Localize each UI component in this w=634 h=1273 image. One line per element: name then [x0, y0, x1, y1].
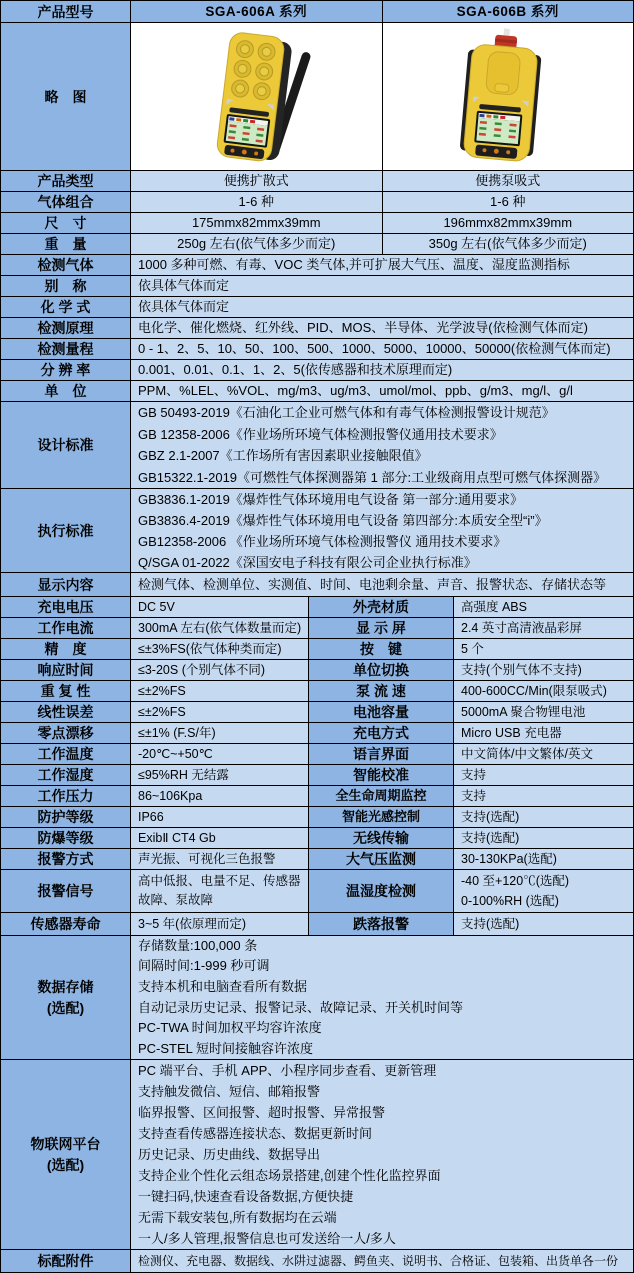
- spec-value: ≤±2%FS: [131, 702, 309, 723]
- spec-label: 重 复 性: [1, 681, 131, 702]
- header-product-model-label: 产品型号: [1, 1, 131, 23]
- spec-label: 别 称: [1, 276, 131, 297]
- spec-label: 报警信号: [1, 870, 131, 913]
- spec-value: 支持(个别气体不支持): [454, 660, 633, 681]
- spec-label: 全生命周期监控: [309, 786, 454, 807]
- spec-label-line: 数据存储: [37, 978, 94, 995]
- spec-value-a: 250g 左右(依气体多少而定): [131, 234, 383, 255]
- row-repeatability-pumpspeed: [1, 681, 633, 702]
- spec-label: 标配附件: [1, 1250, 131, 1272]
- spec-value: 高中低报、电量不足、传感器故障、泵故障: [131, 870, 309, 913]
- row-charge-voltage-shell: [1, 597, 633, 618]
- row-worktemp-language: [1, 744, 633, 765]
- spec-label: 单 位: [1, 381, 131, 402]
- row-detection-principle: [1, 318, 633, 339]
- row-alias: [1, 276, 633, 297]
- feature-line: 一键扫码,快速查看设备数据,方便快捷: [138, 1189, 354, 1205]
- row-gas-combination: [1, 192, 633, 213]
- row-product-type: [1, 171, 633, 192]
- row-sensorlife-dropalarm: [1, 913, 633, 936]
- standard-line: Q/SGA 01-2022《深国安电子科技有限公司企业执行标准》: [138, 554, 477, 570]
- feature-line: PC 端平台、手机 APP、小程序同步查看、更新管理: [138, 1062, 437, 1078]
- spec-label: 智能校准: [309, 765, 454, 786]
- spec-value: 0 - 1、2、5、10、50、100、500、1000、5000、10000、50000(依检测气体而定): [131, 339, 633, 360]
- feature-line: 无需下载安装包,所有数据均在云端: [138, 1210, 337, 1226]
- spec-value-a: 便携扩散式: [131, 171, 383, 192]
- row-current-display: [1, 618, 633, 639]
- spec-label: 化 学 式: [1, 297, 131, 318]
- spec-value: 86~106Kpa: [131, 786, 309, 807]
- spec-value: ≤95%RH 无结露: [131, 765, 309, 786]
- spec-value: DC 5V: [131, 597, 309, 618]
- standard-line: GB3836.1-2019《爆炸性气体环境用电气设备 第一部分:通用要求》: [138, 491, 524, 507]
- device-b-image: [383, 23, 634, 171]
- row-resolution: [1, 360, 633, 381]
- standard-line: GB15322.1-2019《可燃性气体探测器第 1 部分:工业级商用点型可燃气体探测器》: [138, 469, 607, 485]
- row-dimensions: [1, 213, 633, 234]
- spec-label: 大气压监测: [309, 849, 454, 870]
- spec-label: 精 度: [1, 639, 131, 660]
- spec-label: 尺 寸: [1, 213, 131, 234]
- sketch-row: [1, 23, 633, 171]
- feature-line: 支持触发微信、短信、邮箱报警: [138, 1083, 321, 1099]
- spec-label-line: (选配): [46, 1156, 85, 1173]
- spec-value: 3~5 年(依原理而定): [131, 913, 309, 936]
- spec-value: 支持(选配): [454, 828, 633, 849]
- feature-line: 自动记录历史记录、报警记录、故障记录、开关机时间等: [138, 999, 464, 1015]
- row-linearity-battery: [1, 702, 633, 723]
- spec-label: 无线传输: [309, 828, 454, 849]
- spec-label: 外壳材质: [309, 597, 454, 618]
- spec-label: 报警方式: [1, 849, 131, 870]
- feature-line: 历史记录、历史曲线、数据导出: [138, 1146, 321, 1162]
- spec-value: 400-600CC/Min(限泵吸式): [454, 681, 633, 702]
- spec-value-line: -40 至+120℃(选配): [461, 874, 570, 888]
- spec-value: 检测仪、充电器、数据线、水阱过滤器、鳄鱼夹、说明书、合格证、包装箱、出货单各一份: [131, 1250, 633, 1272]
- spec-label: 工作湿度: [1, 765, 131, 786]
- spec-label: 充电电压: [1, 597, 131, 618]
- spec-label: 检测原理: [1, 318, 131, 339]
- row-ip-lightsense: [1, 807, 633, 828]
- feature-line: 支持本机和电脑查看所有数据: [138, 978, 308, 994]
- feature-line: 支持企业个性化云组态场景搭建,创建个性化监控界面: [138, 1168, 441, 1184]
- spec-label: 温湿度检测: [309, 870, 454, 913]
- gas-detector-diffusion-illustration: [131, 23, 381, 170]
- feature-line: 存储数量:100,000 条: [138, 937, 258, 953]
- spec-label: 工作电流: [1, 618, 131, 639]
- row-detection-range: [1, 339, 633, 360]
- row-zerodrift-charging: [1, 723, 633, 744]
- spec-value-b: 便携泵吸式: [383, 171, 634, 192]
- spec-label: 执行标准: [1, 489, 131, 573]
- spec-label: [1, 936, 131, 1060]
- header-row: [1, 1, 633, 23]
- standard-line: GB3836.4-2019《爆炸性气体环境用电气设备 第四部分:本质安全型“i”》: [138, 512, 548, 528]
- row-explosionproof-wireless: [1, 828, 633, 849]
- spec-value: 0.001、0.01、0.1、1、2、5(依传感器和技术原理而定): [131, 360, 633, 381]
- spec-value: [131, 402, 633, 489]
- spec-value: 支持: [454, 765, 633, 786]
- spec-label: 工作温度: [1, 744, 131, 765]
- spec-label: 防护等级: [1, 807, 131, 828]
- feature-line: 一人/多人管理,报警信息也可发送给一人/多人: [138, 1231, 396, 1247]
- row-execution-standards: [1, 489, 633, 573]
- spec-label: 语言界面: [309, 744, 454, 765]
- spec-label: 显 示 屏: [309, 618, 454, 639]
- spec-value: 5 个: [454, 639, 633, 660]
- spec-label: 智能光感控制: [309, 807, 454, 828]
- header-series-a: SGA-606A 系列: [131, 1, 383, 23]
- row-accuracy-keys: [1, 639, 633, 660]
- spec-value: ≤±2%FS: [131, 681, 309, 702]
- spec-value: 依具体气体而定: [131, 297, 633, 318]
- spec-value: 声光振、可视化三色报警: [131, 849, 309, 870]
- row-units: [1, 381, 633, 402]
- spec-value-a: 175mmx82mmx39mm: [131, 213, 383, 234]
- spec-value: 高强度 ABS: [454, 597, 633, 618]
- spec-value: PPM、%LEL、%VOL、mg/m3、ug/m3、umol/mol、ppb、g/m3、mg/l、g/l: [131, 381, 633, 402]
- spec-value: [131, 489, 633, 573]
- feature-line: 临界报警、区间报警、超时报警、异常报警: [138, 1104, 386, 1120]
- spec-label: 检测气体: [1, 255, 131, 276]
- spec-value: [454, 870, 633, 913]
- spec-label: 工作压力: [1, 786, 131, 807]
- spec-label: 响应时间: [1, 660, 131, 681]
- standard-line: GB12358-2006 《作业场所环境气体检测报警仪 通用技术要求》: [138, 533, 507, 549]
- spec-label: 电池容量: [309, 702, 454, 723]
- spec-label: 按 键: [309, 639, 454, 660]
- row-pressure-lifecycle: [1, 786, 633, 807]
- row-response-unitswitch: [1, 660, 633, 681]
- spec-value: 300mA 左右(依气体数量而定): [131, 618, 309, 639]
- spec-value-b: 1-6 种: [383, 192, 634, 213]
- spec-label: 线性误差: [1, 702, 131, 723]
- standard-line: GB 50493-2019《石油化工企业可燃气体和有毒气体检测报警设计规范》: [138, 405, 555, 420]
- spec-value: 30-130KPa(选配): [454, 849, 633, 870]
- row-standard-accessories: [1, 1250, 633, 1272]
- spec-value: Micro USB 充电器: [454, 723, 633, 744]
- spec-value: -20℃~+50℃: [131, 744, 309, 765]
- gas-detector-pump-illustration: [383, 23, 633, 170]
- spec-value: 支持(选配): [454, 807, 633, 828]
- row-detected-gases: [1, 255, 633, 276]
- spec-value: [131, 1060, 633, 1250]
- spec-value-a: 1-6 种: [131, 192, 383, 213]
- header-series-b: SGA-606B 系列: [383, 1, 634, 23]
- spec-value: 5000mA 聚合物锂电池: [454, 702, 633, 723]
- spec-label: 重 量: [1, 234, 131, 255]
- spec-label: 检测量程: [1, 339, 131, 360]
- spec-label-line: (选配): [46, 999, 85, 1016]
- spec-value: ≤±1% (F.S/年): [131, 723, 309, 744]
- feature-line: PC-STEL 短时间接触容许浓度: [138, 1040, 314, 1056]
- spec-label: 防爆等级: [1, 828, 131, 849]
- sketch-label: 略 图: [1, 23, 131, 171]
- spec-label: 设计标准: [1, 402, 131, 489]
- spec-label: 气体组合: [1, 192, 131, 213]
- row-alarmmode-barometric: [1, 849, 633, 870]
- spec-label: 传感器寿命: [1, 913, 131, 936]
- row-design-standards: [1, 402, 633, 489]
- spec-label: 产品类型: [1, 171, 131, 192]
- spec-value-line: 0-100%RH (选配): [461, 894, 559, 908]
- spec-label-line: 物联网平台: [30, 1135, 101, 1152]
- row-iot-platform: [1, 1060, 633, 1250]
- spec-value-b: 350g 左右(依气体多少而定): [383, 234, 634, 255]
- spec-value: ExibⅡ CT4 Gb: [131, 828, 309, 849]
- row-chemical-formula: [1, 297, 633, 318]
- spec-label: 分 辨 率: [1, 360, 131, 381]
- spec-value: ≤3-20S (个别气体不同): [131, 660, 309, 681]
- spec-value: [131, 936, 633, 1060]
- spec-label: 单位切换: [309, 660, 454, 681]
- feature-line: PC-TWA 时间加权平均容许浓度: [138, 1020, 322, 1036]
- spec-label: 泵 流 速: [309, 681, 454, 702]
- spec-value: 支持(选配): [454, 913, 633, 936]
- spec-value: 检测气体、检测单位、实测值、时间、电池剩余量、声音、报警状态、存储状态等: [131, 573, 633, 597]
- spec-value: 中文简体/中文繁体/英文: [454, 744, 633, 765]
- spec-label: 充电方式: [309, 723, 454, 744]
- row-humidity-calibration: [1, 765, 633, 786]
- spec-value: 电化学、催化燃烧、红外线、PID、MOS、半导体、光学波导(依检测气体而定): [131, 318, 633, 339]
- spec-value: 支持: [454, 786, 633, 807]
- spec-value: 2.4 英寸高清液晶彩屏: [454, 618, 633, 639]
- spec-value-b: 196mmx82mmx39mm: [383, 213, 634, 234]
- feature-line: 间隔时间:1-999 秒可调: [138, 958, 270, 974]
- standard-line: GB 12358-2006《作业场所环境气体检测报警仪通用技术要求》: [138, 426, 503, 442]
- spec-label: 跌落报警: [309, 913, 454, 936]
- spec-value: ≤±3%FS(依气体种类而定): [131, 639, 309, 660]
- row-weight: [1, 234, 633, 255]
- spec-label: [1, 1060, 131, 1250]
- row-data-storage: [1, 936, 633, 1060]
- spec-value: IP66: [131, 807, 309, 828]
- standard-line: GBZ 2.1-2007《工作场所有害因素职业接触限值》: [138, 448, 428, 463]
- row-display-content: [1, 573, 633, 597]
- spec-label: 零点漂移: [1, 723, 131, 744]
- spec-value: 依具体气体而定: [131, 276, 633, 297]
- spec-label: 显示内容: [1, 573, 131, 597]
- device-a-image: [131, 23, 383, 171]
- feature-line: 支持查看传感器连接状态、数据更新时间: [138, 1125, 373, 1141]
- spec-value: 1000 多种可燃、有毒、VOC 类气体,并可扩展大气压、温度、湿度监测指标: [131, 255, 633, 276]
- row-alarmsignal-temphumidity: [1, 870, 633, 913]
